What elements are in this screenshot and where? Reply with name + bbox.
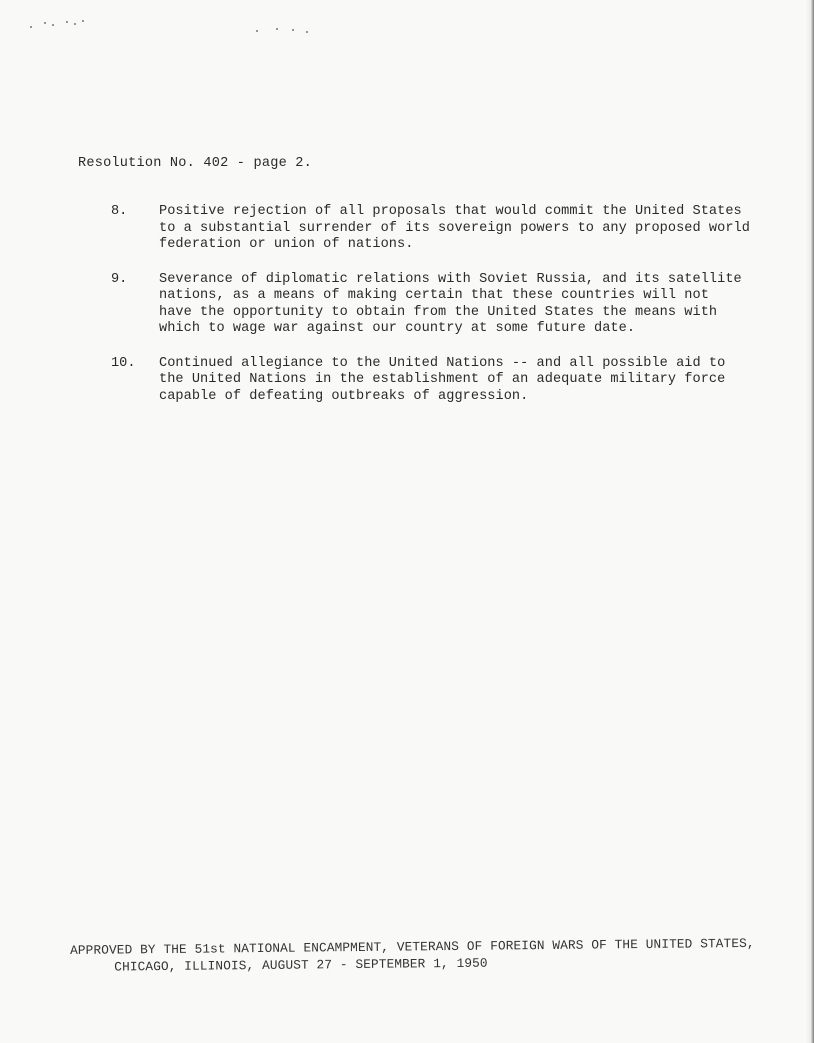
item-text-line: which to wage war against our country at some future date. (159, 321, 636, 336)
resolution-item-8 (111, 204, 771, 254)
footer-line-2: CHICAGO, ILLINOIS, AUGUST 27 - SEPTEMBER 1, 1950 (114, 955, 488, 975)
item-text-line: the United Nations in the establishment of an adequate military force (159, 372, 726, 387)
resolution-item-9 (111, 272, 771, 338)
item-text-line: federation or union of nations. (159, 237, 414, 252)
item-text-line: Continued allegiance to the United Nations -- and all possible aid to (159, 355, 726, 371)
resolution-item-10 (111, 356, 771, 406)
item-text-line: nations, as a means of making certain that these countries will not (159, 288, 709, 303)
item-text-line: Severance of diplomatic relations with Soviet Russia, and its satellite (159, 271, 742, 287)
page-header: Resolution No. 402 - page 2. (78, 156, 313, 171)
item-text-line: have the opportunity to obtain from the United States the means with (159, 304, 718, 320)
item-text-line: to a substantial surrender of its sovereign powers to any proposed world (159, 220, 750, 236)
paper-specks (30, 18, 330, 38)
item-number: 8. (111, 204, 128, 219)
item-number: 10. (111, 355, 136, 371)
approval-footer (70, 935, 755, 976)
item-text-line: Positive rejection of all proposals that would commit the United States (159, 204, 742, 219)
footer-line-1: APPROVED BY THE 51st NATIONAL ENCAMPMENT, VETERANS OF FOREIGN WARS OF THE UNITED STATES, (70, 935, 755, 958)
resolution-items (111, 204, 771, 423)
item-text-line: capable of defeating outbreaks of aggression. (159, 388, 529, 404)
item-number: 9. (111, 271, 128, 287)
page-edge-shadow (806, 0, 814, 1043)
